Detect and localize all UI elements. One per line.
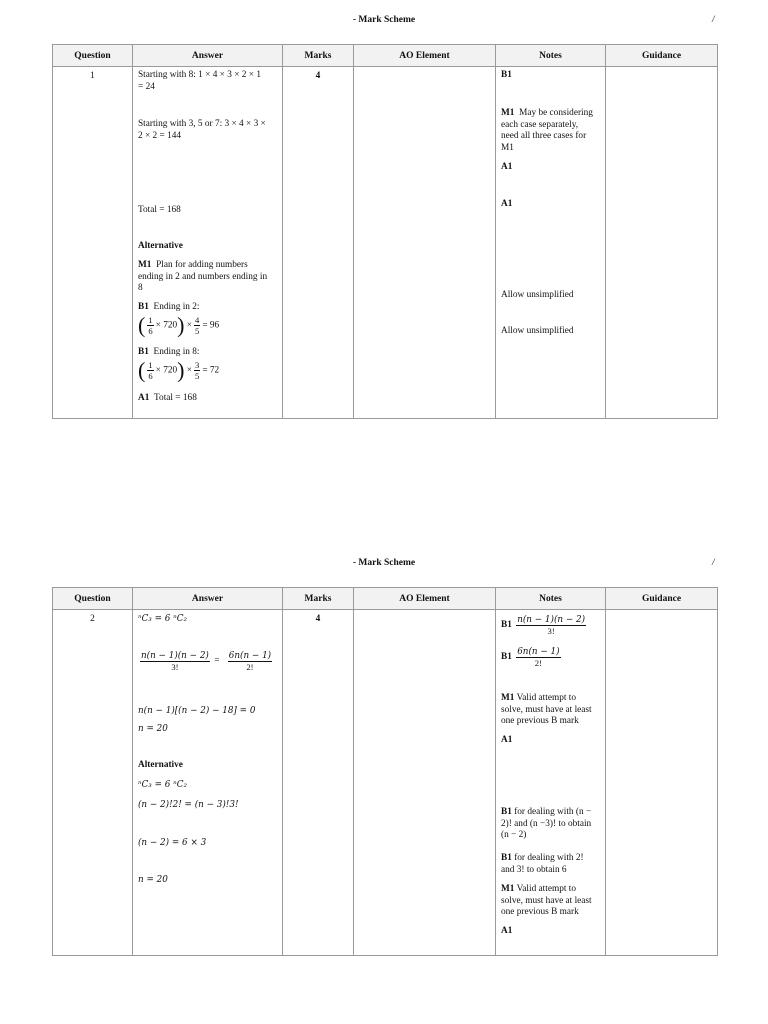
page-header xyxy=(0,558,768,572)
col-question: Question xyxy=(53,588,133,610)
mark-code: B1 xyxy=(501,853,512,863)
col-answer: Answer xyxy=(133,588,283,610)
page-header xyxy=(0,15,768,29)
page-number: / xyxy=(712,15,715,25)
question-number: 1 xyxy=(90,71,95,81)
note-code: A1 xyxy=(501,199,513,209)
col-guidance: Guidance xyxy=(606,45,718,67)
note-text: Allow unsimplified xyxy=(501,290,574,300)
col-notes: Notes xyxy=(496,45,606,67)
alt-b1-ending-2 xyxy=(138,302,278,336)
ao-element-cell xyxy=(354,610,496,956)
col-notes: Notes xyxy=(496,588,606,610)
note-m1: M1 May be considering each case separately, need all three cases for M1 xyxy=(501,108,593,153)
page-number: / xyxy=(712,558,715,568)
note-b1-fraction: B1 $\frac{n(n - 1)(n - 2)}{3!}$ xyxy=(501,615,586,636)
mark-code: M1 xyxy=(501,884,515,894)
table-header-row xyxy=(53,588,718,610)
table-row xyxy=(53,67,718,419)
equation: n = 20 xyxy=(138,875,168,885)
note-b1-fraction: B1 $\frac{6n(n - 1)}{2!}$ xyxy=(501,647,560,668)
answer-line: Ending in 8: xyxy=(153,347,200,357)
answer-total: Total = 168 xyxy=(138,205,181,215)
mark-code: A1 xyxy=(138,393,150,403)
question-cell xyxy=(53,610,133,956)
mark-code: B1 xyxy=(501,652,512,663)
mark-scheme-table-q1 xyxy=(52,44,718,419)
answer-line: Plan for adding numbers xyxy=(156,260,248,270)
note-text: Allow unsimplified xyxy=(501,326,574,336)
answer-line: Starting with 3, 5 or 7: 3 × 4 × 3 × xyxy=(138,119,266,129)
equation: ⁿC₃ = 6 ⁿC₂ xyxy=(138,780,188,790)
note-code: A1 xyxy=(501,162,513,172)
equation: (n − 2) = 6 × 3 xyxy=(138,838,207,848)
page-title: - Mark Scheme xyxy=(352,558,416,568)
col-question: Question xyxy=(53,45,133,67)
equation: n(n − 1)[(n − 2) − 18] = 0 xyxy=(138,706,256,716)
note-m1: M1 Valid attempt to solve, must have at least one previous B mark xyxy=(501,884,592,918)
notes-cell xyxy=(496,67,606,419)
note-code: A1 xyxy=(501,926,513,936)
page-title: - Mark Scheme xyxy=(352,15,416,25)
equation-fraction: $\frac{n(n - 1)(n - 2)}{3!}$ = $\frac{6n(n - 1)}{2!}$ xyxy=(141,651,272,672)
question-number: 2 xyxy=(90,614,95,624)
col-ao-element: AO Element xyxy=(354,588,496,610)
answer-line: = 24 xyxy=(138,81,155,92)
note-b1-dealing: B1 for dealing with 2! and 3! to obtain 6 xyxy=(501,853,584,875)
alt-a1: A1 Total = 168 xyxy=(138,393,197,403)
ao-element-cell xyxy=(354,67,496,419)
alt-m1 xyxy=(138,260,278,295)
equation: n = 20 xyxy=(138,724,168,734)
mark-code: M1 xyxy=(138,260,152,270)
note-code: B1 xyxy=(501,70,512,80)
mark-code: B1 xyxy=(138,347,149,357)
answer-cell xyxy=(133,67,283,419)
alternative-heading: Alternative xyxy=(138,760,183,770)
alternative-heading: Alternative xyxy=(138,241,183,251)
note-code: A1 xyxy=(501,735,513,745)
equation: (n − 2)!2! = (n − 3)!3! xyxy=(138,800,239,810)
mark-scheme-table-q2 xyxy=(52,587,718,956)
col-answer: Answer xyxy=(133,45,283,67)
notes-cell xyxy=(496,610,606,956)
table-row xyxy=(53,610,718,956)
mark-code: M1 xyxy=(501,108,515,118)
answer-cell xyxy=(133,610,283,956)
col-marks: Marks xyxy=(283,45,354,67)
alt-b1-ending-8 xyxy=(138,347,278,381)
answer-line: 8 xyxy=(138,283,143,294)
marks-value: 4 xyxy=(315,71,321,81)
note-m1: M1 Valid attempt to solve, must have at least one previous B mark xyxy=(501,693,592,727)
fraction-expression: ( $\frac{1}{6}$ × 720) × $\frac{3}{5}$ = 72 xyxy=(138,357,220,383)
col-guidance: Guidance xyxy=(606,588,718,610)
answer-line: 2 × 2 = 144 xyxy=(138,130,182,141)
mark-code: B1 xyxy=(138,302,149,312)
guidance-cell xyxy=(606,67,718,419)
table-header-row xyxy=(53,45,718,67)
fraction-expression: ( $\frac{1}{6}$ × 720) × $\frac{4}{5}$ = 96 xyxy=(138,312,220,338)
equation: ⁿC₃ = 6 ⁿC₂ xyxy=(138,614,188,624)
col-ao-element: AO Element xyxy=(354,45,496,67)
mark-code: B1 xyxy=(501,807,512,817)
question-cell xyxy=(53,67,133,419)
mark-code: M1 xyxy=(501,693,515,703)
mark-code: B1 xyxy=(501,620,512,631)
col-marks: Marks xyxy=(283,588,354,610)
answer-line: ending in 2 and numbers ending in xyxy=(138,271,268,282)
answer-line: Starting with 8: 1 × 4 × 3 × 2 × 1 xyxy=(138,70,261,80)
marks-cell xyxy=(283,67,354,419)
answer-line: Ending in 2: xyxy=(153,302,200,312)
note-b1-dealing: B1 for dealing with (n − 2)! and (n −3)! to obtain (n − 2) xyxy=(501,807,592,841)
guidance-cell xyxy=(606,610,718,956)
marks-cell xyxy=(283,610,354,956)
marks-value: 4 xyxy=(315,614,321,624)
